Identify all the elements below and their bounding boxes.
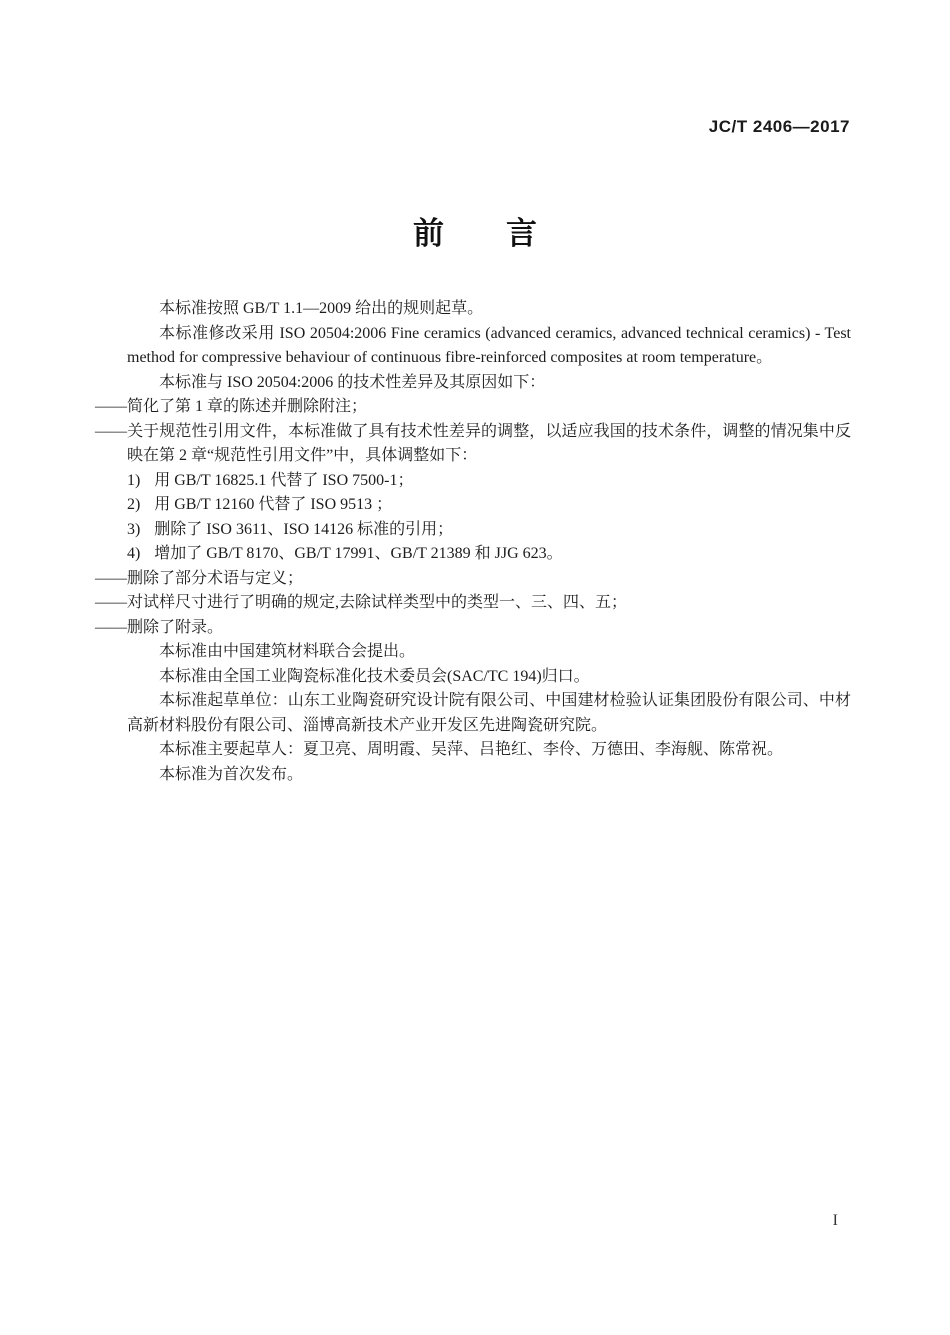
page-title: 前 言 xyxy=(413,216,537,251)
item-text: 删除了 ISO 3611、ISO 14126 标准的引用； xyxy=(154,520,454,538)
paragraph: 本标准起草单位：山东工业陶瓷研究设计院有限公司、中国建材检验认证集团股份有限公司、中材高新材料股份有限公司、淄博高新技术产业开发区先进陶瓷研究院。 xyxy=(127,692,851,734)
dash-item: ——简化了第 1 章的陈述并删除附注； xyxy=(95,398,368,415)
numbered-item xyxy=(127,469,851,494)
paragraph: 本标准由中国建筑材料联合会提出。 xyxy=(159,643,416,660)
paragraph: 本标准按照 GB/T 1.1—2009 给出的规则起草。 xyxy=(159,300,484,317)
dash-item: ——对试样尺寸进行了明确的规定,去除试样类型中的类型一、三、四、五； xyxy=(95,594,628,611)
item-text: 用 GB/T 16825.1 代替了 ISO 7500-1； xyxy=(154,471,414,489)
paragraph: 本标准修改采用 ISO 20504:2006 Fine ceramics (advanced ceramics, advanced technical ceramics) - Test method for compressive behaviour of continuous fibre-reinforced composites at room temperature。 xyxy=(127,324,851,366)
foreword-body xyxy=(95,297,851,787)
page-number: I xyxy=(832,1212,838,1229)
item-number: 3) xyxy=(127,520,141,538)
paragraph: 本标准与 ISO 20504:2006 的技术性差异及其原因如下： xyxy=(159,373,546,391)
paragraph: 本标准由全国工业陶瓷标准化技术委员会(SAC/TC 194)归口。 xyxy=(159,667,590,685)
dash-item: ——删除了附录。 xyxy=(95,618,224,636)
dash-item: ——关于规范性引用文件，本标准做了具有技术性差异的调整，以适应我国的技术条件，调整的情况集中反映在第 2 章“规范性引用文件”中，具体调整如下： xyxy=(95,422,851,464)
paragraph: 本标准主要起草人：夏卫亮、周明霞、吴萍、吕艳红、李伶、万德田、李海舰、陈常祝。 xyxy=(159,741,784,758)
item-number: 2) xyxy=(127,496,141,513)
item-text: 用 GB/T 12160 代替了 ISO 9513 ； xyxy=(154,496,393,513)
item-number: 1) xyxy=(127,471,141,489)
numbered-item xyxy=(127,542,851,567)
item-number: 4) xyxy=(127,545,141,562)
numbered-item xyxy=(127,493,851,518)
standard-code: JC/T 2406—2017 xyxy=(708,117,850,136)
numbered-item xyxy=(127,518,851,543)
dash-item: ——删除了部分术语与定义； xyxy=(95,569,304,587)
item-text: 增加了 GB/T 8170、GB/T 17991、GB/T 21389 和 JJG 623。 xyxy=(154,545,563,562)
paragraph: 本标准为首次发布。 xyxy=(159,765,304,783)
